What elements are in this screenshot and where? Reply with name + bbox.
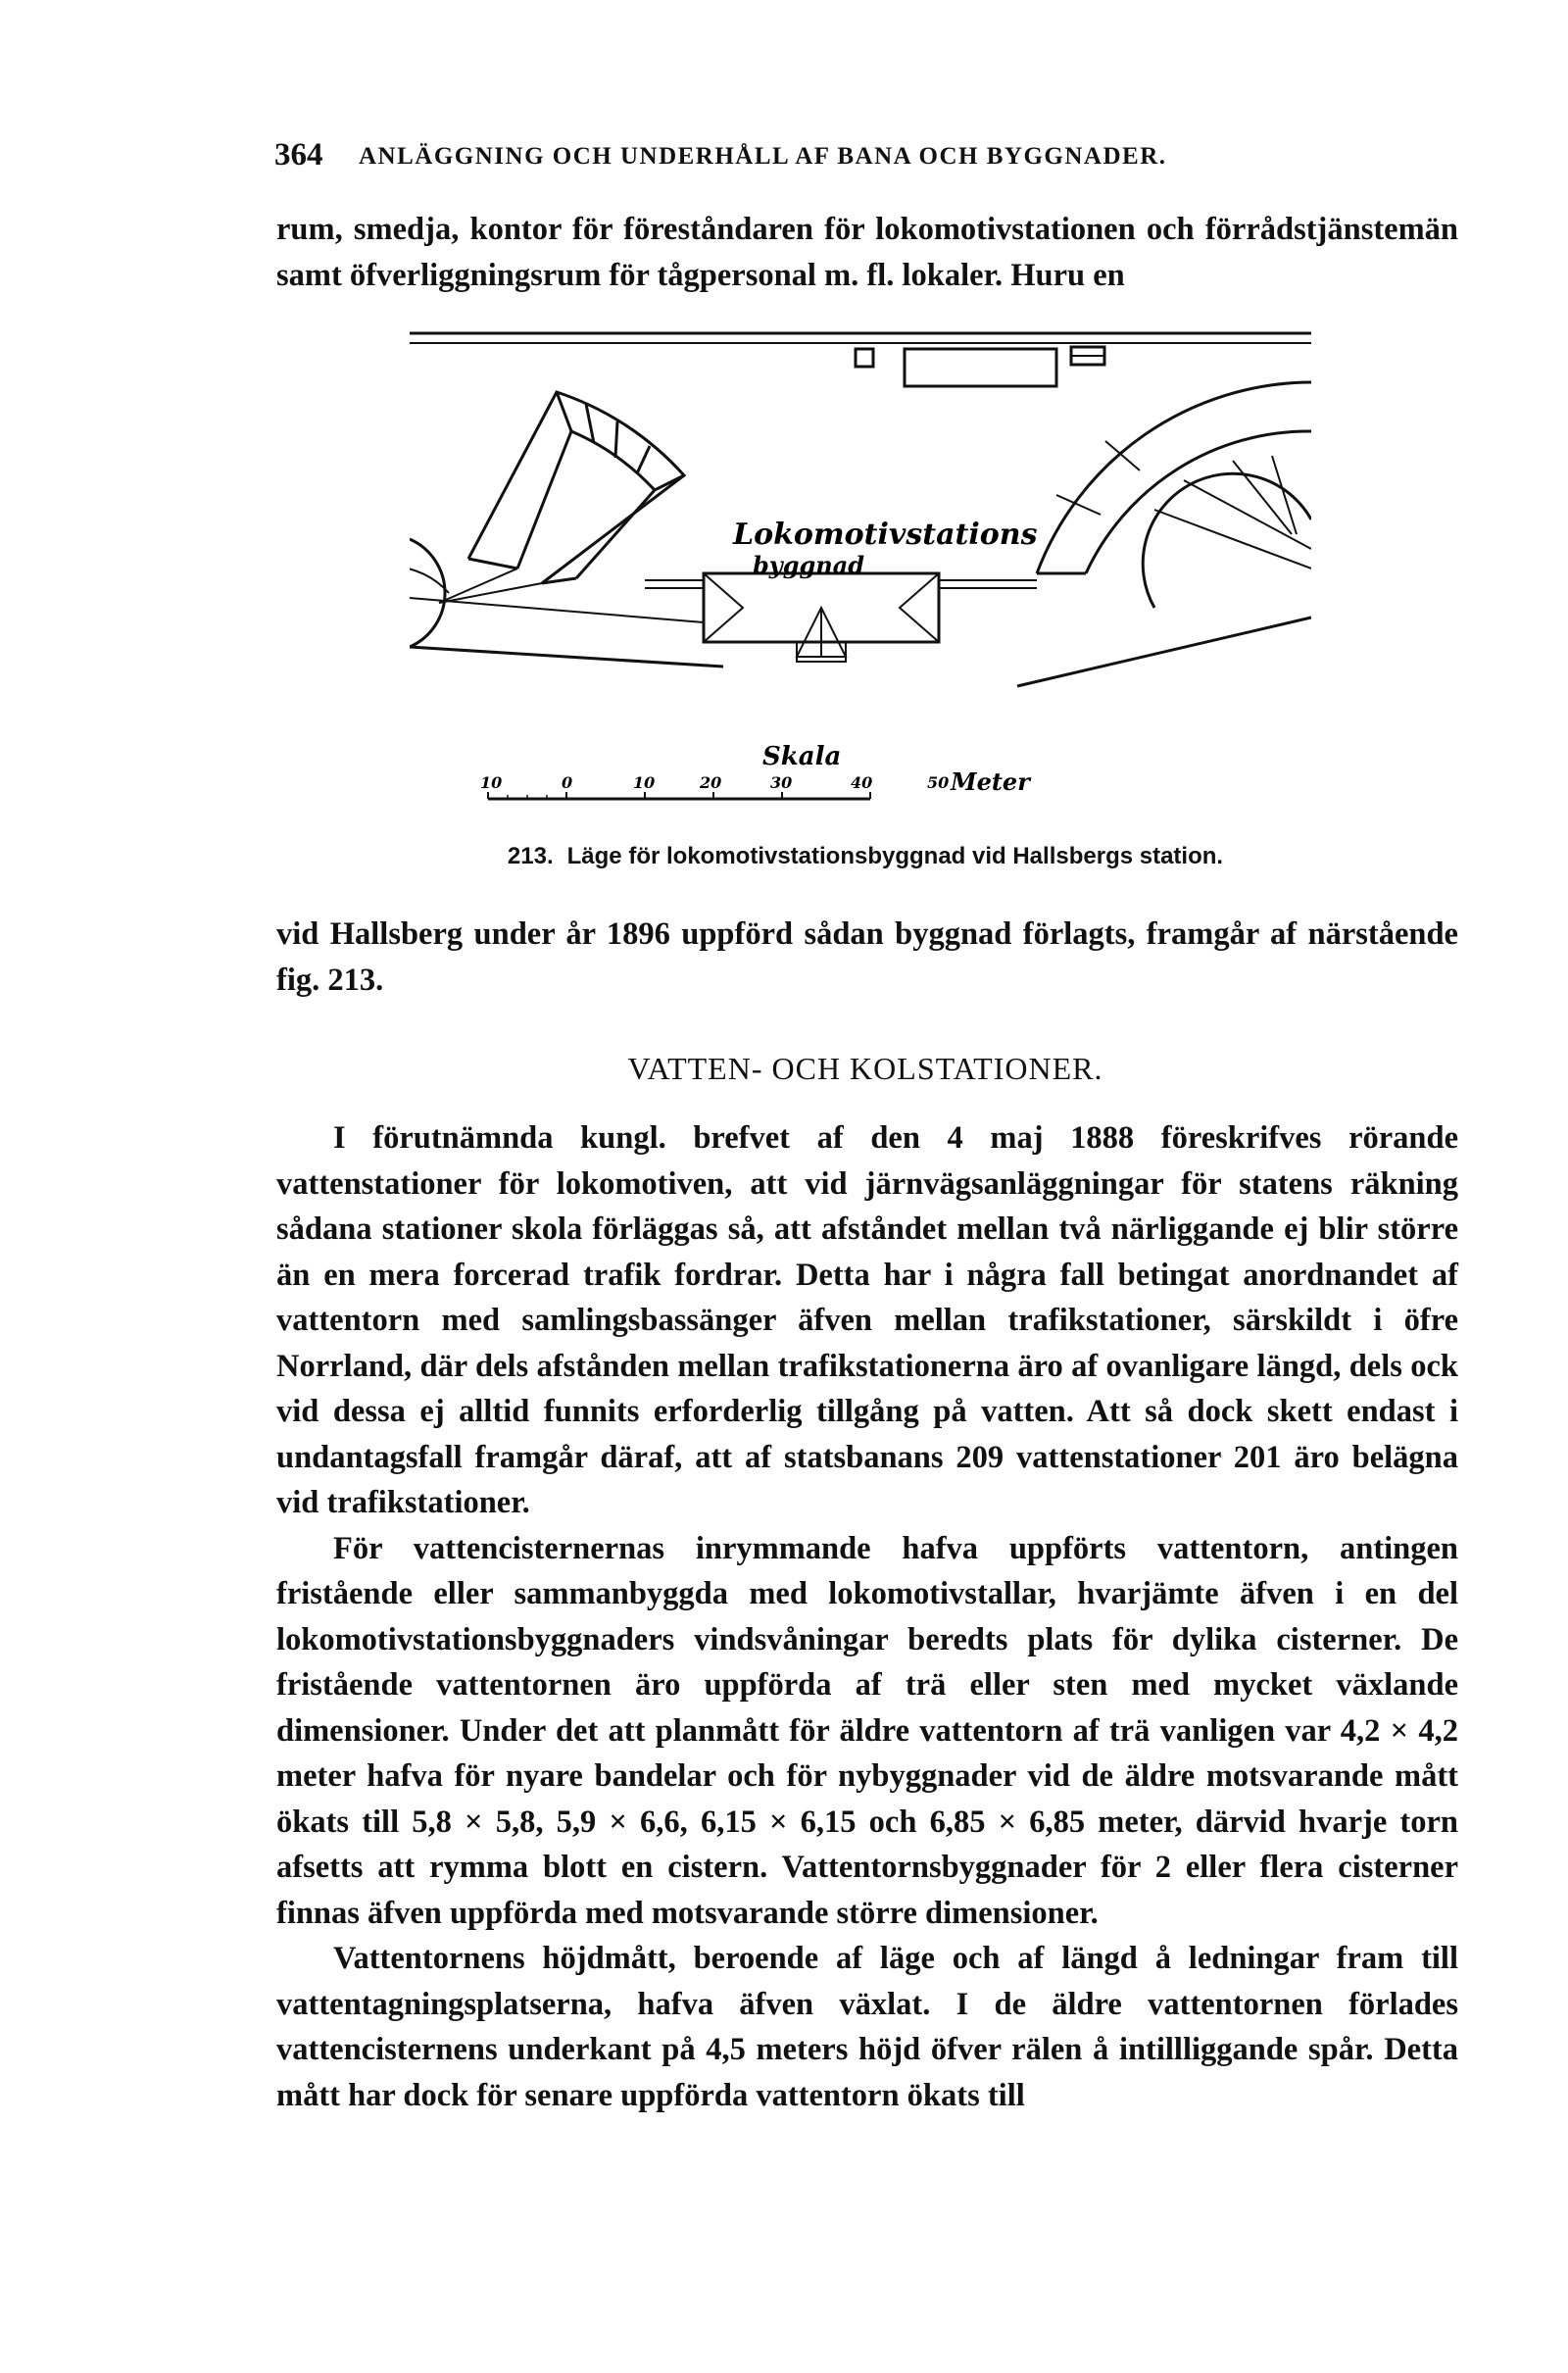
left-roundhouse-inner	[517, 431, 655, 578]
page-number: 364	[274, 137, 323, 173]
left-turntable	[410, 539, 445, 647]
right-turntable	[1143, 473, 1311, 608]
building-label-line1: Lokomotivstations	[733, 518, 1038, 552]
figure-caption	[274, 843, 1456, 870]
body-paragraph-1: I förutnämnda kungl. brefvet af den 4 maj 1888 föreskrifves rörande vattenstationer för lokomotiven, att vid järnvägsanläggningar för statens räkning sådana stationer skola förläggas så, att afståndet mellan två närliggande ej blir större än en mera forcerad trafik fordrar. Detta har i några fall betingat anordnandet af vattentorn med samlingsbassänger äfven mellan trafikstationer, särskildt i öfre Norrland, där dels afstånden mellan trafikstationerna äro af ovanligare längd, dels ock vid dessa ej alltid funnits erforderlig tillgång på vatten. Att så dock skett endast i undantagsfall framgår däraf, att af statsbanans 209 vattenstationer 201 äro belägna vid trafikstationer.	[276, 1120, 1458, 1520]
scale-unit: Meter	[951, 767, 1030, 796]
scale-tick-4: 30	[770, 773, 793, 792]
page-header	[274, 137, 1294, 176]
caption-number: 213.	[507, 843, 554, 869]
after-figure-paragraph	[276, 912, 1458, 1003]
scale-tick-6: 50	[927, 773, 950, 792]
body-text	[276, 1115, 1458, 2118]
station-plan-diagram	[410, 323, 1311, 833]
body-paragraph-3: Vattentornens höjdmått, beroende af läge och af längd å ledningar fram till vattentagningsplatserna, hafva äfven växlat. I de äldre vattentornen förlades vattencisternens underkant på 4,5 meters höjd öfver rälen å intillliggande spår. Detta mått har dock för senare uppförda vattentorn ökats till	[276, 1941, 1458, 2113]
right-roundhouse-outer	[1037, 382, 1311, 573]
small-square	[856, 349, 873, 367]
building-label-line2: byggnad	[753, 551, 865, 579]
scale-tick-5: 40	[851, 773, 873, 792]
intro-text: rum, smedja, kontor för föreståndaren för lokomotivstationen och förrådstjänstemän samt öfverliggningsrum för tågpersonal m. fl. lokaler. Huru en	[276, 212, 1458, 293]
caption-text: Läge för lokomotivstationsbyggnad vid Hallsbergs station.	[566, 843, 1224, 869]
body-paragraph-2: För vattencisternernas inrymmande hafva uppförts vattentorn, antingen fristående eller sammanbyggda med lokomotivstallar, hvarjämte äfven i en del lokomotivstationsbyggnaders vindsvåningar beredts plats för dylika cisterner. De fristående vattentornen äro uppförda af trä eller sten med mycket växlande dimensioner. Under det att planmått för äldre vattentorn af trä vanligen var 4,2 × 4,2 meter hafva för nyare bandelar och för nybyggnader vid de äldre motsvarande mått ökats till 5,8 × 5,8, 5,9 × 6,6, 6,15 × 6,15 och 6,85 × 6,85 meter, därvid hvarje torn afsetts att rymma blott en cistern. Vattentornsbyggnader för 2 eller flera cisterner finnas äfven uppförda med motsvarande större dimensioner.	[276, 1530, 1458, 1931]
intro-paragraph	[276, 207, 1458, 298]
scale-tick-0: 10	[480, 773, 503, 792]
figure-213	[410, 323, 1311, 833]
right-lead-track	[1017, 618, 1311, 686]
scale-tick-1: 0	[562, 773, 573, 792]
scale-tick-3: 20	[700, 773, 722, 792]
scale-tick-2: 10	[633, 773, 656, 792]
top-building	[905, 349, 1056, 386]
section-heading: VATTEN- OCH KOLSTATIONER.	[627, 1051, 1103, 1086]
scale-title: Skala	[762, 742, 842, 771]
left-lead-track	[410, 647, 723, 667]
running-head: ANLÄGGNING OCH UNDERHÅLL AF BANA OCH BYGGNADER.	[359, 143, 1167, 170]
after-figure-text: vid Hallsberg under år 1896 uppförd sådan byggnad förlagts, framgår af närstående fig. 213.	[276, 916, 1458, 998]
